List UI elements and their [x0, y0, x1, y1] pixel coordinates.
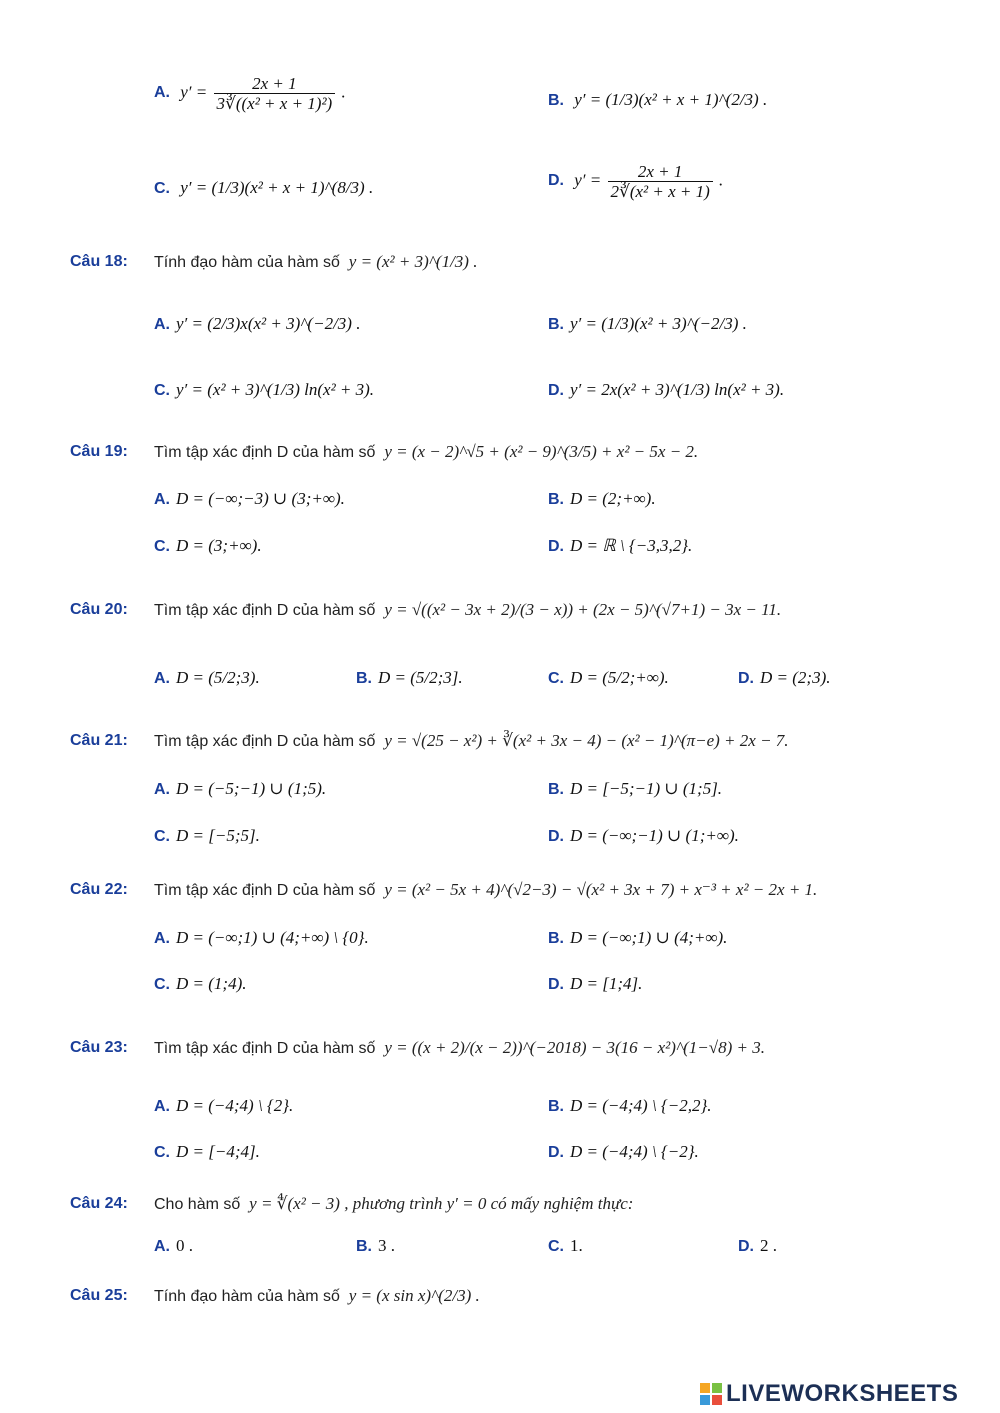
- q23-option-c[interactable]: C. D = [−4;4].: [154, 1142, 260, 1161]
- liveworksheets-logo-text: LIVEWORKSHEETS: [726, 1380, 959, 1407]
- question-20: Câu 20: Tìm tập xác định D của hàm số y = √((x² − 3x + 2)/(3 − x)) + (2x − 5)^(√7+1) − 3x − 11.: [70, 600, 782, 619]
- question-22: Câu 22: Tìm tập xác định D của hàm số y = (x² − 5x + 4)^(√2−3) − √(x² + 3x + 7) + x⁻³ + x² − 2x + 1.: [70, 880, 818, 899]
- q24-option-a[interactable]: A. 0 .: [154, 1236, 193, 1255]
- question-18: Câu 18: Tính đạo hàm của hàm số y = (x² + 3)^(1/3) .: [70, 252, 478, 271]
- q21-option-d[interactable]: D. D = (−∞;−1) ∪ (1;+∞).: [548, 826, 739, 845]
- q23-option-d[interactable]: D. D = (−4;4) \ {−2}.: [548, 1142, 699, 1161]
- q23-option-a[interactable]: A. D = (−4;4) \ {2}.: [154, 1096, 294, 1115]
- q19-option-d[interactable]: D. D = ℝ \ {−3,3,2}.: [548, 536, 693, 555]
- q22-option-d[interactable]: D. D = [1;4].: [548, 974, 643, 993]
- question-23: Câu 23: Tìm tập xác định D của hàm số y = ((x + 2)/(x − 2))^(−2018) − 3(16 − x²)^(1−√8) + 3.: [70, 1038, 765, 1057]
- q19-option-a[interactable]: A. D = (−∞;−3) ∪ (3;+∞).: [154, 489, 345, 508]
- q21-option-a[interactable]: A. D = (−5;−1) ∪ (1;5).: [154, 779, 327, 798]
- q18-option-c[interactable]: C. y′ = (x² + 3)^(1/3) ln(x² + 3).: [154, 380, 375, 399]
- liveworksheets-logo-icon: [700, 1383, 722, 1405]
- q17-option-c[interactable]: C. y′ = (1/3)(x² + x + 1)^(8/3) .: [154, 178, 374, 197]
- question-24: Câu 24: Cho hàm số y = ∜(x² − 3) , phương trình y′ = 0 có mấy nghiệm thực:: [70, 1194, 634, 1213]
- q17-option-a[interactable]: A. y′ = $\frac{2x + 1}{\text{3∛((x² + x + 1)²)}}$ .: [154, 74, 346, 113]
- q17-d-fraction: $\frac{2x + 1}{\text{2∛(x² + x + 1)}}$: [608, 162, 713, 201]
- q24-option-d[interactable]: D. 2 .: [738, 1236, 777, 1255]
- q17-option-b[interactable]: B. y′ = (1/3)(x² + x + 1)^(2/3) .: [548, 90, 768, 109]
- q18-option-a[interactable]: A. y′ = (2/3)x(x² + 3)^(−2/3) .: [154, 314, 361, 333]
- question-19: Câu 19: Tìm tập xác định D của hàm số y = (x − 2)^√5 + (x² − 9)^(3/5) + x² − 5x − 2.: [70, 442, 699, 461]
- q18-option-d[interactable]: D. y′ = 2x(x² + 3)^(1/3) ln(x² + 3).: [548, 380, 785, 399]
- q21-option-b[interactable]: B. D = [−5;−1) ∪ (1;5].: [548, 779, 723, 798]
- liveworksheets-logo: [700, 1380, 958, 1408]
- q20-option-d[interactable]: D. D = (2;3).: [738, 668, 831, 687]
- q23-option-b[interactable]: B. D = (−4;4) \ {−2,2}.: [548, 1096, 712, 1115]
- q17-option-d[interactable]: D. y′ = $\frac{2x + 1}{\text{2∛(x² + x + 1)}}$ .: [548, 162, 724, 201]
- q19-option-c[interactable]: C. D = (3;+∞).: [154, 536, 262, 555]
- logo-square-3: [700, 1395, 710, 1405]
- q21-option-c[interactable]: C. D = [−5;5].: [154, 826, 260, 845]
- q18-option-b[interactable]: B. y′ = (1/3)(x² + 3)^(−2/3) .: [548, 314, 747, 333]
- q20-option-a[interactable]: A. D = (5/2;3).: [154, 668, 260, 687]
- q20-option-b[interactable]: B. D = (5/2;3].: [356, 668, 463, 687]
- question-25: Câu 25: Tính đạo hàm của hàm số y = (x sin x)^(2/3) .: [70, 1286, 480, 1305]
- q20-option-c[interactable]: C. D = (5/2;+∞).: [548, 668, 669, 687]
- q17-a-fraction: $\frac{2x + 1}{\text{3∛((x² + x + 1)²)}}$: [214, 74, 336, 113]
- q22-option-c[interactable]: C. D = (1;4).: [154, 974, 247, 993]
- q19-option-b[interactable]: B. D = (2;+∞).: [548, 489, 656, 508]
- logo-square-2: [712, 1383, 722, 1393]
- logo-square-4: [712, 1395, 722, 1405]
- q22-option-b[interactable]: B. D = (−∞;1) ∪ (4;+∞).: [548, 928, 728, 947]
- q24-option-b[interactable]: B. 3 .: [356, 1236, 395, 1255]
- question-21: Câu 21: Tìm tập xác định D của hàm số y = √(25 − x²) + ∛(x² + 3x − 4) − (x² − 1)^(π−e) + 2x − 7.: [70, 731, 789, 750]
- logo-square-1: [700, 1383, 710, 1393]
- q22-option-a[interactable]: A. D = (−∞;1) ∪ (4;+∞) \ {0}.: [154, 928, 369, 947]
- q24-option-c[interactable]: C. 1.: [548, 1236, 583, 1255]
